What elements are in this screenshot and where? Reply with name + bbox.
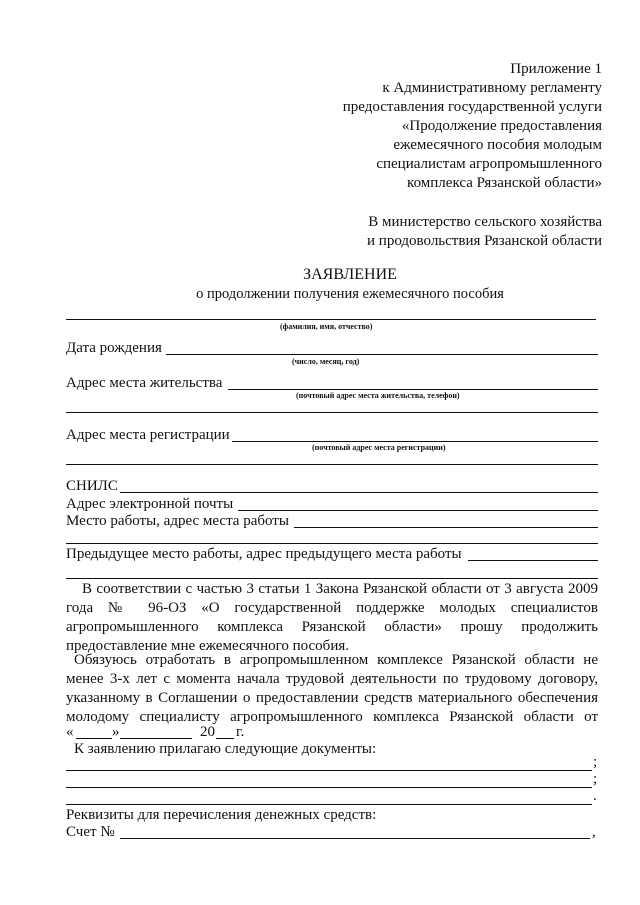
registration-caption: (почтовый адрес места регистрации) [312,443,446,452]
paragraph-obligation [66,651,598,727]
registration-label: Адрес места регистрации [66,427,230,443]
residence-label: Адрес места жительства [66,375,223,391]
email-label: Адрес электронной почты [66,496,234,512]
agreement-year-prefix: 20 [200,724,215,740]
document-subtitle: о продолжении получения ежемесячного пособия [196,286,504,302]
attachment-input-line-1[interactable] [66,770,592,771]
paragraph-line: молодому специалисту агропромышленного комплекса Рязанской области от [66,709,598,725]
attachment-line-2-end: ; [593,771,598,787]
agreement-date-open-quote: « [66,724,74,740]
appendix-line: ежемесячного пособия молодым [393,137,602,153]
birth-date-label: Дата рождения [66,340,162,356]
paragraph-line: предоставление мне ежемесячного пособия. [66,638,349,654]
account-number-input[interactable] [120,838,590,839]
registration-input-line-2[interactable] [66,464,598,465]
residence-input-line-2[interactable] [66,412,598,413]
paragraph-line: В соответствии с частью 3 статьи 1 Закона Рязанской области от 3 августа 2009 [82,581,598,597]
residence-caption: (почтовый адрес места жительства, телефон) [296,391,460,400]
agreement-year-suffix: г. [236,724,245,740]
previous-work-input-line[interactable] [468,560,598,561]
appendix-line: к Административному регламенту [382,80,602,96]
attachment-input-line-3[interactable] [66,804,592,805]
fio-caption: (фамилия, имя, отчество) [280,322,373,331]
addressee-line-1: В министерство сельского хозяйства [368,214,602,230]
account-number-label: Счет № [66,824,115,840]
birth-date-caption: (число, месяц, год) [292,357,360,366]
snils-input-line[interactable] [120,492,598,493]
paragraph-line: года № 96-ОЗ «О государственной поддержке молодых специалистов [66,600,598,616]
snils-label: СНИЛС [66,478,118,494]
agreement-date-close-quote: » [112,724,120,740]
registration-input-line[interactable] [232,441,598,442]
account-number-end: , [592,824,596,840]
attachment-input-line-2[interactable] [66,787,592,788]
agreement-day-input[interactable] [76,738,112,739]
work-input-line[interactable] [294,527,598,528]
work-input-line-2[interactable] [66,543,598,544]
appendix-line: предоставления государственной услуги [342,99,602,115]
previous-work-input-line-2[interactable] [66,578,598,579]
appendix-block [343,60,602,193]
attachment-line-3-end: . [593,788,597,804]
attachments-label: К заявлению прилагаю следующие документы: [74,741,377,757]
previous-work-label: Предыдущее место работы, адрес предыдущего места работы [66,546,462,562]
appendix-line: «Продолжение предоставления [401,118,602,134]
work-label: Место работы, адрес места работы [66,513,289,529]
bank-details-label: Реквизиты для перечисления денежных средств: [66,807,377,823]
agreement-month-input[interactable] [120,738,192,739]
paragraph-line: агропромышленного комплекса Рязанской области» прошу продолжить [66,619,598,635]
addressee-block [367,213,602,251]
appendix-line: комплекса Рязанской области» [407,175,602,191]
appendix-line: специалистам агропромышленного [376,156,602,172]
fio-input-line[interactable] [66,319,596,320]
document-title: ЗАЯВЛЕНИЕ [303,266,397,283]
attachment-line-1-end: ; [593,754,598,770]
email-input-line[interactable] [238,510,598,511]
paragraph-line: менее 3-х лет с момента начала трудовой деятельности по трудовому договору, [66,671,598,687]
agreement-year-input[interactable] [216,738,234,739]
residence-input-line[interactable] [228,389,598,390]
birth-date-input-line[interactable] [166,354,598,355]
addressee-line-2: и продовольствия Рязанской области [367,233,602,249]
paragraph-law-reference [66,580,598,656]
appendix-line: Приложение 1 [510,61,602,77]
paragraph-line: Обязуюсь отработать в агропромышленном комплексе Рязанской области не [74,652,598,668]
paragraph-line: указанному в Соглашении о предоставлении средств материального обеспечения [66,690,598,706]
